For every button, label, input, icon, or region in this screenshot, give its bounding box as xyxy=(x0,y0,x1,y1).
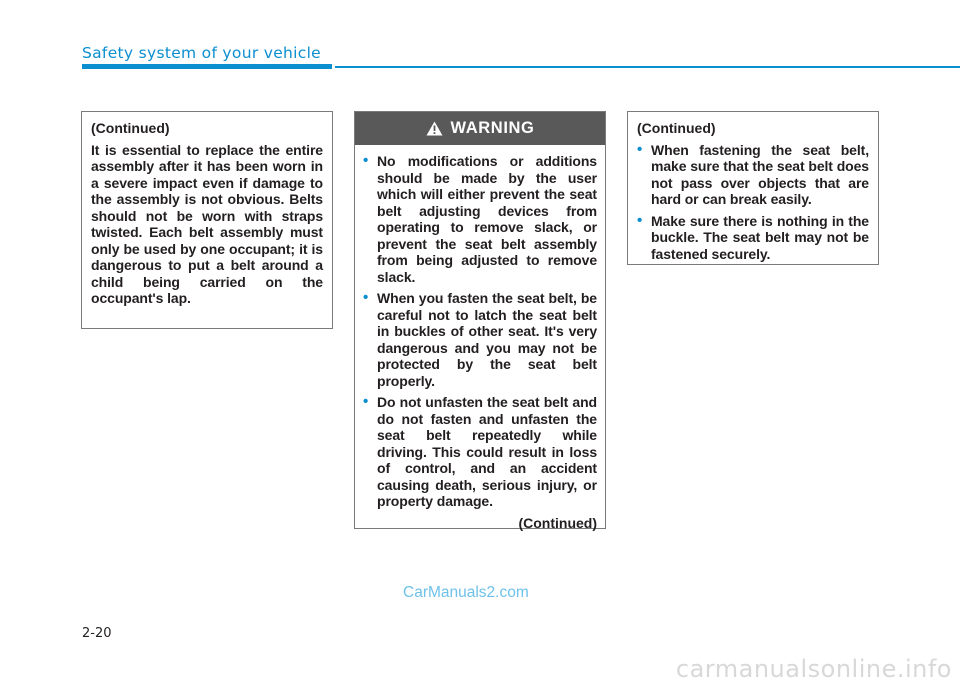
left-text-box xyxy=(81,111,333,329)
list-item xyxy=(363,153,597,285)
warning-box xyxy=(354,111,606,529)
header-rule-thin xyxy=(335,66,960,68)
warning-item-text: No modifications or additions should be made by the user which will either prevent the seat belt adjusting devices from operating to remove slack, or prevent the seat belt assembly from being adjusted to remove slack. xyxy=(377,153,597,285)
bullet-icon: • xyxy=(363,152,369,169)
warning-item-text: When you fasten the seat belt, be careful not to latch the seat belt in buckles of other seat. It's very dangerous and you may not be protected by the seat belt properly. xyxy=(377,290,597,389)
watermark-link[interactable]: CarManuals2.com xyxy=(403,584,529,601)
list-item xyxy=(637,213,869,263)
list-item xyxy=(363,290,597,389)
list-item xyxy=(637,142,869,208)
left-box-text: It is essential to replace the entire assembly after it has been worn in a severe impact even if damage to the assembly is not obvious. Belts should not be worn with straps twisted. Each belt assembly must only be used by one occupant; it is dangerous to put a belt around a child being carried on the occupant's lap. xyxy=(91,141,323,306)
warning-list xyxy=(363,153,597,510)
section-title: Safety system of your vehicle xyxy=(82,44,322,62)
bullet-icon: • xyxy=(363,393,369,410)
warning-label: WARNING xyxy=(450,119,535,137)
warning-body xyxy=(355,145,605,531)
right-item-text: When fastening the seat belt, make sure that the seat belt does not pass over objects that are hard or can break easily. xyxy=(651,141,869,207)
continued-label: (Continued) xyxy=(637,120,716,136)
right-box-list xyxy=(637,142,869,263)
bullet-icon: • xyxy=(637,211,643,229)
bullet-icon: • xyxy=(363,289,369,306)
continued-label: (Continued) xyxy=(518,514,597,531)
list-item xyxy=(363,394,597,510)
warning-header xyxy=(355,112,605,145)
header-rule-thick xyxy=(82,64,332,69)
page-number: 2-20 xyxy=(82,626,112,641)
right-item-text: Make sure there is nothing in the buckle. The seat belt may not be fastened securely. xyxy=(651,212,869,262)
warning-item-text: Do not unfasten the seat belt and do not fasten and unfasten the seat belt repeatedly while driving. This could result in loss of control, and an accident causing death, serious injury, or property damage. xyxy=(377,394,597,509)
continued-label: (Continued) xyxy=(91,120,170,136)
site-watermark: carmanualsonline.info xyxy=(675,655,952,683)
right-text-box xyxy=(627,111,879,265)
bullet-icon: • xyxy=(637,140,643,158)
warning-triangle-icon xyxy=(426,121,443,136)
